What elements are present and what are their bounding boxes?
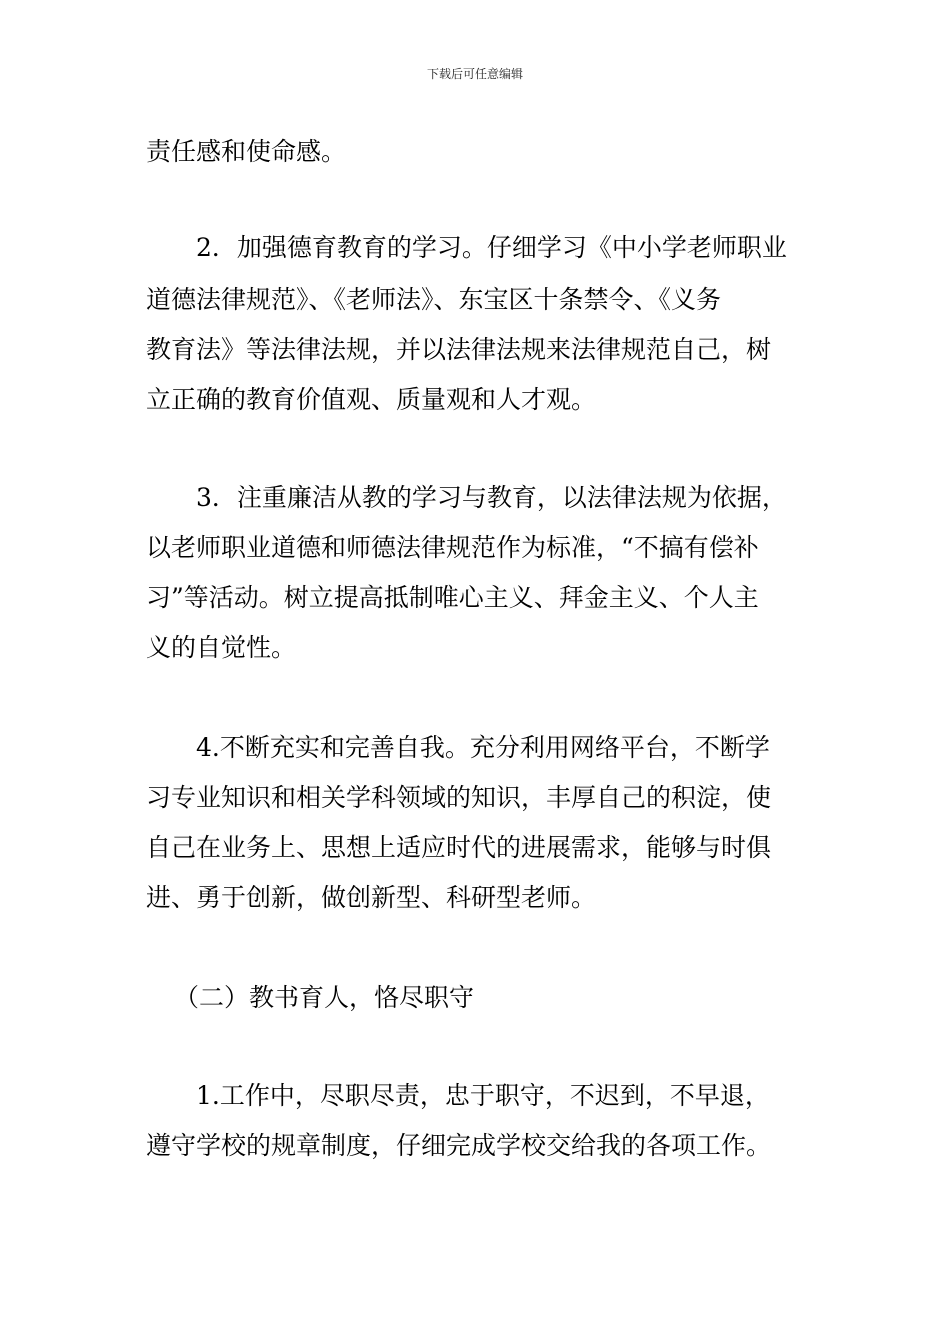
paragraph-line: 4.不断充实和完善自我。充分利用网络平台，不断学 <box>196 733 770 762</box>
paragraph-line: 3．注重廉洁从教的学习与教育，以法律法规为依据， <box>196 483 787 512</box>
paragraph-line: 1.工作中，尽职尽责，忠于职守，不迟到，不早退， <box>196 1081 770 1110</box>
section-heading: （二）教书育人，恪尽职守 <box>174 983 475 1012</box>
paragraph-line: 道德法律规范》、《老师法》、东宝区十条禁令、《义务 <box>146 285 722 314</box>
paragraph-line: 以老师职业道德和师德法律规范作为标准，“不搞有偿补 <box>146 533 759 562</box>
paragraph-line: 进、勇于创新，做创新型、科研型老师。 <box>146 883 597 912</box>
page-header: 下载后可任意编辑 <box>426 67 523 81</box>
paragraph-line: 教育法》等法律法规，并以法律法规来法律规范自己，树 <box>146 335 772 364</box>
paragraph-line: 责任感和使命感。 <box>146 137 347 166</box>
paragraph-line: 立正确的教育价值观、质量观和人才观。 <box>146 385 597 414</box>
paragraph-line: 遵守学校的规章制度，仔细完成学校交给我的各项工作。 <box>146 1131 772 1160</box>
paragraph-line: 习专业知识和相关学科领域的知识，丰厚自己的积淀，使 <box>146 783 772 812</box>
paragraph-line: 习”等活动。树立提高抵制唯心主义、拜金主义、个人主 <box>146 583 759 612</box>
paragraph-line: 义的自觉性。 <box>146 633 297 662</box>
paragraph-line: 自己在业务上、思想上适应时代的进展需求，能够与时俱 <box>146 833 772 862</box>
paragraph-line: 2．加强德育教育的学习。仔细学习《中小学老师职业 <box>196 233 787 262</box>
